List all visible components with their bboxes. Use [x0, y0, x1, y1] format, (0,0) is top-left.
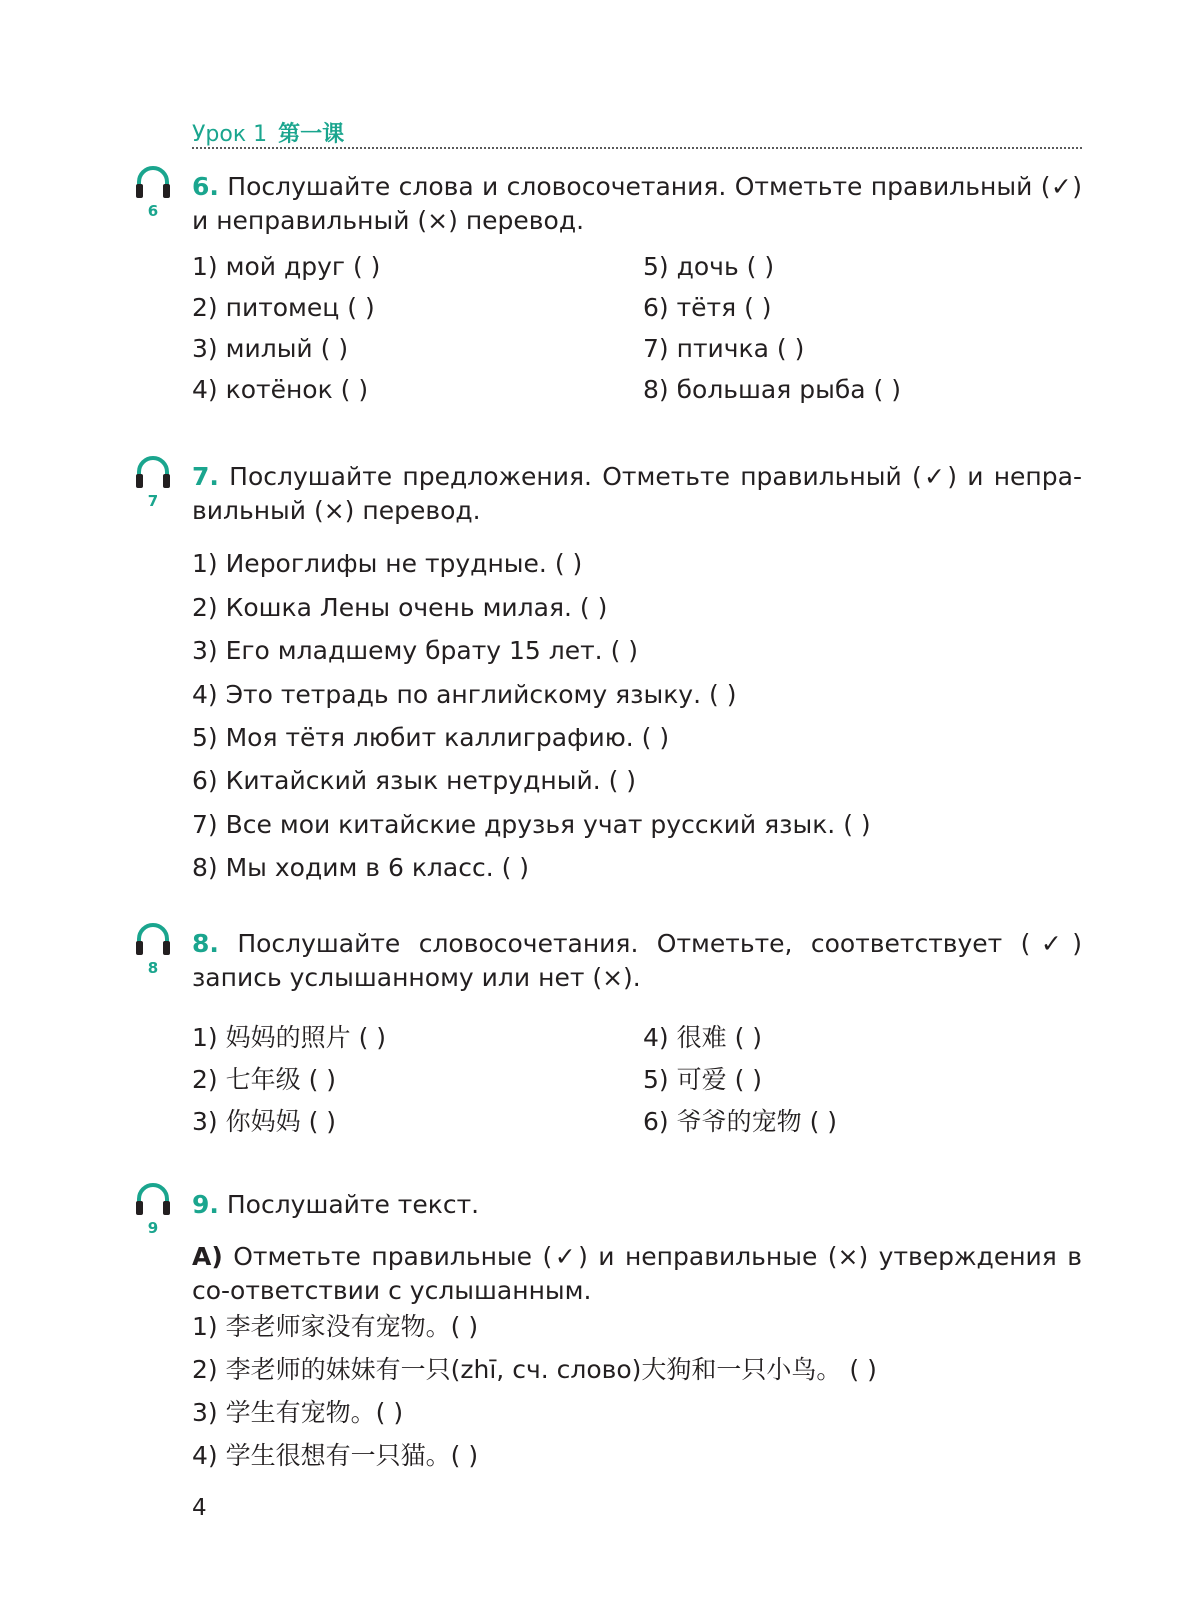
item-number: 5)	[643, 1065, 669, 1094]
lesson-title	[192, 117, 344, 148]
list-item	[643, 1021, 762, 1055]
task-instruction: Послушайте слова и словосочетания. Отметьте правильный (✓) и неправильный (×) перевод.	[192, 172, 1082, 235]
task8-header	[192, 927, 1082, 995]
answer-slot[interactable]: ( )	[350, 1023, 387, 1052]
task9-header	[192, 1188, 1082, 1222]
task6-header	[192, 170, 1082, 238]
list-item	[192, 1105, 336, 1139]
task9-part-a	[192, 1240, 1082, 1308]
list-item: 6) тётя ( )	[643, 293, 772, 322]
list-item: 4) котёнок ( )	[192, 375, 369, 404]
item-number: 2)	[192, 1065, 218, 1094]
item-chinese: 可爱	[676, 1065, 727, 1094]
track-number: 6	[147, 202, 159, 220]
item-chinese: 学生有宠物。	[225, 1398, 376, 1427]
item-chinese: 李老师的妹妹有一只	[225, 1355, 451, 1384]
item-note: (zhī, сч. слово)	[450, 1355, 642, 1384]
headphones-icon[interactable]	[135, 1183, 179, 1243]
list-item: 6) Китайский язык нетрудный. ( )	[192, 766, 637, 795]
track-number: 9	[147, 1219, 159, 1237]
item-chinese: 李老师家没有宠物。	[225, 1312, 451, 1341]
list-item	[192, 1310, 478, 1344]
list-item: 3) Его младшему брату 15 лет. ( )	[192, 636, 639, 665]
item-number: 4)	[643, 1023, 669, 1052]
list-item	[192, 1353, 877, 1387]
answer-slot[interactable]: ( )	[300, 1065, 337, 1094]
list-item: 5) Моя тётя любит каллиграфию. ( )	[192, 723, 670, 752]
item-chinese: 妈妈的照片	[225, 1023, 351, 1052]
list-item	[643, 1105, 837, 1139]
answer-slot[interactable]: ( )	[375, 1398, 404, 1427]
task-instruction: Послушайте словосочетания. Отметьте, соответствует (✓) запись услышанному или нет (×).	[192, 929, 1082, 992]
list-item: 4) Это тетрадь по английскому языку. ( )	[192, 680, 737, 709]
track-number: 8	[147, 959, 159, 977]
task-number: 8.	[192, 929, 219, 958]
list-item	[192, 1063, 336, 1097]
answer-slot[interactable]: ( )	[300, 1107, 337, 1136]
list-item: 8) Мы ходим в 6 класс. ( )	[192, 853, 530, 882]
item-number: 1)	[192, 1023, 218, 1052]
task-instruction: Послушайте предложения. Отметьте правильный (✓) и непра-вильный (×) перевод.	[192, 462, 1082, 525]
item-chinese: 你妈妈	[225, 1107, 301, 1136]
task7-header	[192, 460, 1082, 528]
task-number: 9.	[192, 1190, 219, 1219]
list-item: 8) большая рыба ( )	[643, 375, 901, 404]
item-number: 2)	[192, 1355, 218, 1384]
list-item: 1) Иероглифы не трудные. ( )	[192, 549, 583, 578]
answer-slot[interactable]: ( )	[450, 1312, 479, 1341]
task-instruction: Послушайте текст.	[226, 1190, 480, 1219]
task-number: 7.	[192, 462, 219, 491]
item-number: 4)	[192, 1441, 218, 1470]
list-item	[192, 1021, 386, 1055]
item-chinese: 学生很想有一只猫。	[225, 1441, 451, 1470]
list-item: 5) дочь ( )	[643, 252, 775, 281]
item-number: 6)	[643, 1107, 669, 1136]
task-number: 6.	[192, 172, 219, 201]
item-chinese: 爷爷的宠物	[676, 1107, 802, 1136]
part-label: А)	[192, 1242, 223, 1271]
answer-slot[interactable]: ( )	[801, 1107, 838, 1136]
list-item: 3) милый ( )	[192, 334, 349, 363]
lesson-header	[192, 113, 1082, 149]
answer-slot[interactable]: ( )	[450, 1441, 479, 1470]
headphones-icon[interactable]	[135, 456, 179, 516]
item-chinese: 大狗和一只小鸟。	[641, 1355, 842, 1384]
item-chinese: 七年级	[225, 1065, 301, 1094]
list-item: 1) мой друг ( )	[192, 252, 381, 281]
item-number: 1)	[192, 1312, 218, 1341]
answer-slot[interactable]: ( )	[726, 1023, 763, 1052]
item-number: 3)	[192, 1107, 218, 1136]
answer-slot[interactable]: ( )	[726, 1065, 763, 1094]
answer-slot[interactable]: ( )	[849, 1355, 877, 1384]
lesson-label-cn: 第一课	[278, 121, 345, 147]
list-item: 7) Все мои китайские друзья учат русский язык. ( )	[192, 810, 871, 839]
list-item	[643, 1063, 762, 1097]
list-item: 2) Кошка Лены очень милая. ( )	[192, 593, 608, 622]
part-instruction: Отметьте правильные (✓) и неправильные (×) утверждения в со-ответствии с услышанным.	[192, 1242, 1082, 1305]
item-chinese: 很难	[676, 1023, 727, 1052]
list-item: 2) питомец ( )	[192, 293, 375, 322]
list-item: 7) птичка ( )	[643, 334, 805, 363]
list-item	[192, 1439, 478, 1473]
lesson-label: Урок 1	[192, 122, 268, 147]
headphones-icon[interactable]	[135, 923, 179, 983]
track-number: 7	[147, 492, 159, 510]
list-item	[192, 1396, 403, 1430]
item-number: 3)	[192, 1398, 218, 1427]
headphones-icon[interactable]	[135, 166, 179, 226]
page-number: 4	[192, 1495, 207, 1521]
